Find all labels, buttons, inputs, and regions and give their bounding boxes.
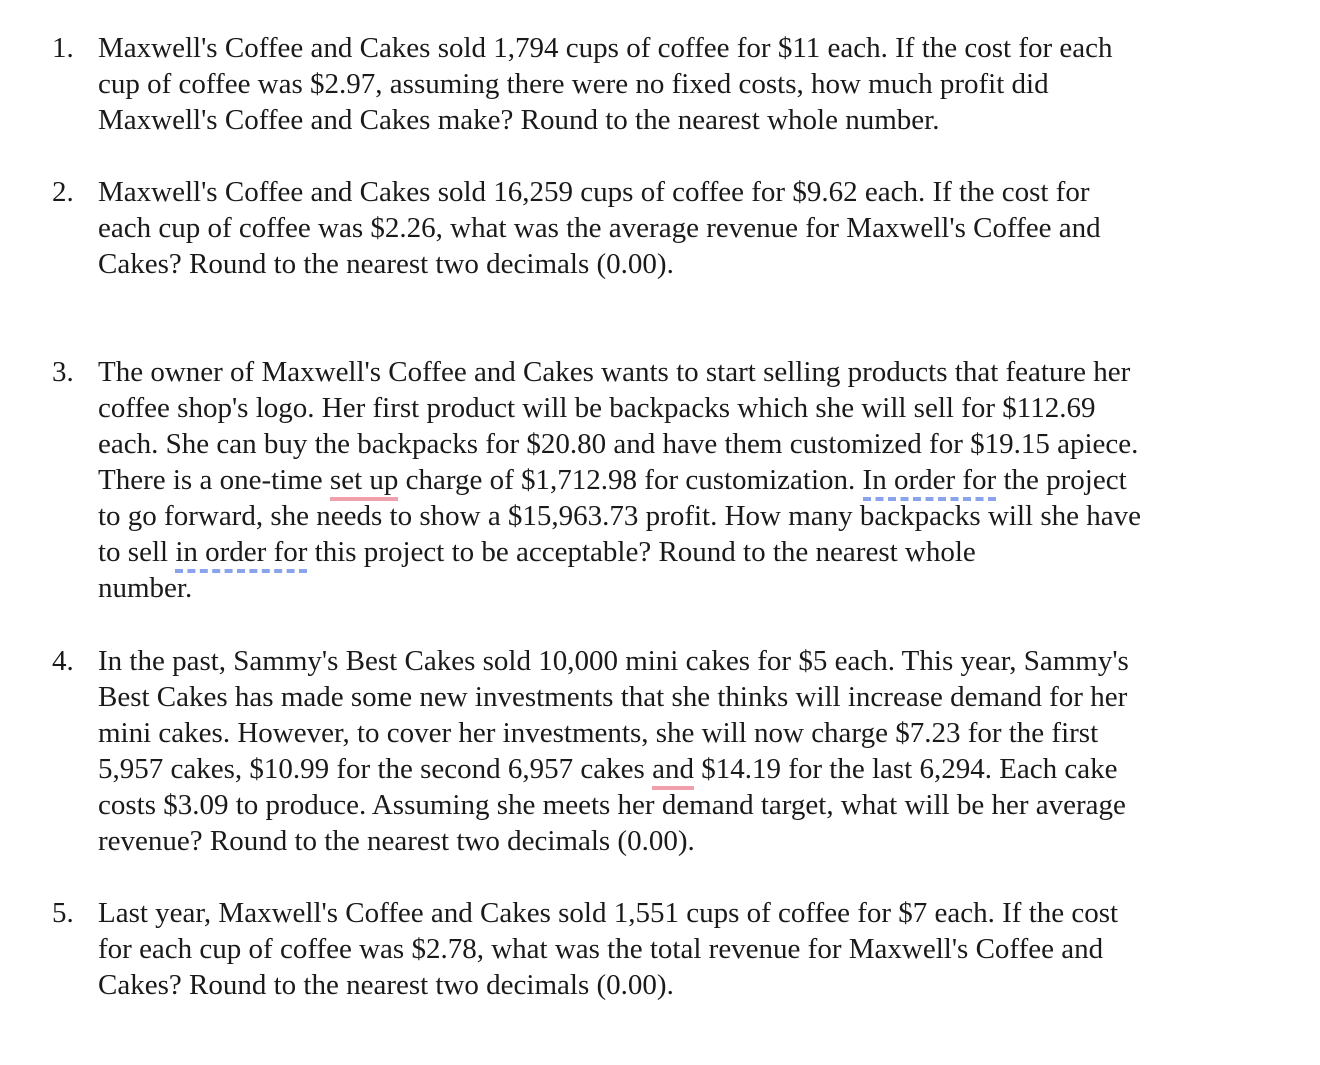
- text-segment: 5,957 cakes, $10.99 for the second 6,957 cakes: [98, 753, 653, 785]
- text-segment: this project to be acceptable? Round to the nearest whole: [307, 536, 976, 568]
- text-line: number.: [98, 572, 193, 604]
- question-number: 3.: [52, 356, 74, 388]
- text-line: for each cup of coffee was $2.78, what was the total revenue for Maxwell's Coffee and: [98, 933, 1104, 965]
- text-segment: the project: [996, 464, 1127, 496]
- text-line: Maxwell's Coffee and Cakes sold 1,794 cups of coffee for $11 each. If the cost for each: [98, 32, 1113, 64]
- text-line: In the past, Sammy's Best Cakes sold 10,000 mini cakes for $5 each. This year, Sammy's: [98, 645, 1129, 677]
- text-line: The owner of Maxwell's Coffee and Cakes wants to start selling products that feature her: [98, 356, 1131, 388]
- question-text: [98, 30, 1298, 138]
- question-number: 5.: [52, 897, 74, 929]
- question-text: [98, 895, 1298, 1003]
- text-line: cup of coffee was $2.97, assuming there were no fixed costs, how much profit did: [98, 68, 1049, 100]
- text-line: Cakes? Round to the nearest two decimals (0.00).: [98, 248, 674, 280]
- question-number: 4.: [52, 645, 74, 677]
- text-line: to go forward, she needs to show a $15,963.73 profit. How many backpacks will she have: [98, 500, 1141, 532]
- question-number: 1.: [52, 32, 74, 64]
- text-line: [98, 751, 1298, 787]
- question-text: [98, 643, 1298, 859]
- grammar-flag[interactable]: in order for: [175, 536, 307, 573]
- text-segment: charge of $1,712.98 for customization.: [398, 464, 863, 496]
- text-line: Best Cakes has made some new investments that she thinks will increase demand for her: [98, 681, 1128, 713]
- text-line: [98, 534, 1298, 570]
- text-line: [98, 462, 1298, 498]
- text-segment: to sell: [98, 536, 176, 568]
- text-line: each cup of coffee was $2.26, what was the average revenue for Maxwell's Coffee and: [98, 212, 1101, 244]
- text-line: costs $3.09 to produce. Assuming she meets her demand target, what will be her average: [98, 789, 1126, 821]
- text-line: coffee shop's logo. Her first product will be backpacks which she will sell for $112.69: [98, 392, 1096, 424]
- text-line: revenue? Round to the nearest two decimals (0.00).: [98, 825, 695, 857]
- text-segment: There is a one-time: [98, 464, 330, 496]
- text-line: mini cakes. However, to cover her investments, she will now charge $7.23 for the first: [98, 717, 1099, 749]
- text-line: Last year, Maxwell's Coffee and Cakes sold 1,551 cups of coffee for $7 each. If the cost: [98, 897, 1119, 929]
- question-text: [98, 174, 1298, 282]
- text-line: Cakes? Round to the nearest two decimals (0.00).: [98, 969, 674, 1001]
- question-text: [98, 354, 1298, 606]
- text-line: Maxwell's Coffee and Cakes sold 16,259 cups of coffee for $9.62 each. If the cost for: [98, 176, 1090, 208]
- text-segment: $14.19 for the last 6,294. Each cake: [693, 753, 1118, 785]
- text-line: Maxwell's Coffee and Cakes make? Round to the nearest whole number.: [98, 104, 940, 136]
- question-number: 2.: [52, 176, 74, 208]
- spelling-flag[interactable]: set up: [330, 464, 398, 501]
- text-line: each. She can buy the backpacks for $20.80 and have them customized for $19.15 apiece.: [98, 428, 1139, 460]
- grammar-flag[interactable]: In order for: [863, 464, 997, 501]
- spelling-flag[interactable]: and: [652, 753, 694, 790]
